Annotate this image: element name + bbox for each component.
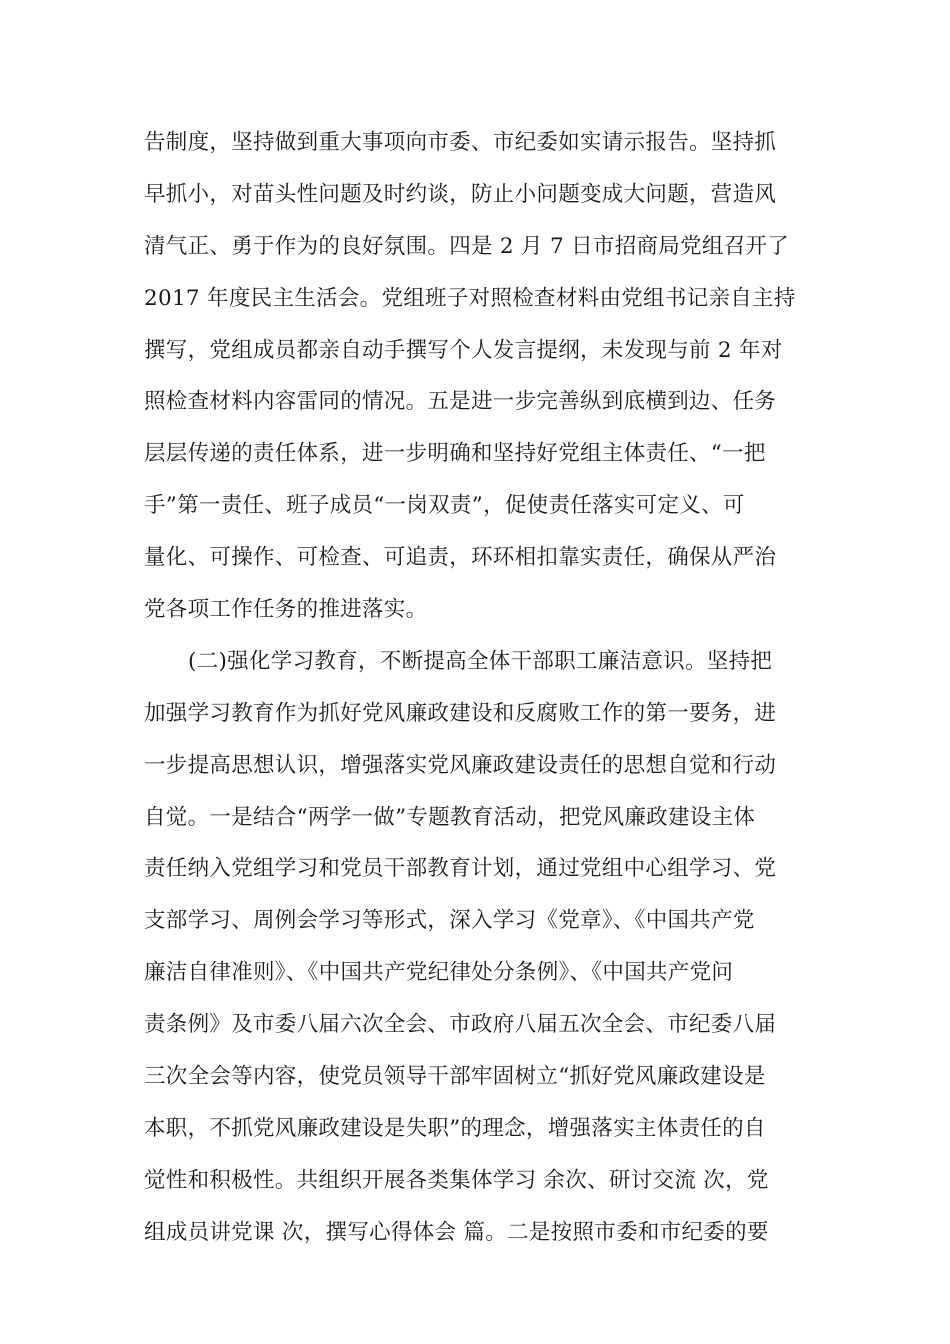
text-line: 党各项工作任务的推进落实。 <box>144 597 428 623</box>
text-line: 责任纳入党组学习和党员干部教育计划，通过党组中心组学习、党 <box>144 856 777 882</box>
section-heading-line: (二)强化学习教育，不断提高全体干部职工廉洁意识。坚持把 <box>188 648 773 674</box>
text-line: 2017 年度民主生活会。党组班子对照检查材料由党组书记亲自主持 <box>144 285 796 311</box>
text-line: 组成员讲党课 次，撰写心得体会 篇。二是按照市委和市纪委的要 <box>144 1219 769 1245</box>
text-line: 清气正、勇于作为的良好氛围。四是 2 月 7 日市招商局党组召开了 <box>144 233 790 259</box>
text-line: 层层传递的责任体系，进一步明确和坚持好党组主体责任、“一把 <box>144 441 766 467</box>
text-line: 觉性和积极性。共组织开展各类集体学习 余次、研讨交流 次，党 <box>144 1167 769 1193</box>
document-body <box>144 117 812 1259</box>
text-line: 加强学习教育作为抓好党风廉政建设和反腐败工作的第一要务，进 <box>144 700 777 726</box>
text-line: 自觉。一是结合“两学一做”专题教育活动，把党风廉政建设主体 <box>144 804 756 830</box>
text-line: 撰写，党组成员都亲自动手撰写个人发言提纲，未发现与前 2 年对 <box>144 337 783 363</box>
text-line: 量化、可操作、可检查、可追责，环环相扣靠实责任，确保从严治 <box>144 545 777 571</box>
text-line: 廉洁自律准则》、《中国共产党纪律处分条例》、《中国共产党问 <box>144 960 734 986</box>
text-line: 早抓小，对苗头性问题及时约谈，防止小问题变成大问题，营造风 <box>144 181 777 207</box>
text-line: 三次全会等内容，使党员领导干部牢固树立“抓好党风廉政建设是 <box>144 1064 766 1090</box>
text-line: 责条例》及市委八届六次全会、市政府八届五次全会、市纪委八届 <box>144 1012 777 1038</box>
text-line: 手”第一责任、班子成员“一岗双责”，促使责任落实可定义、可 <box>144 493 745 519</box>
text-line: 一步提高思想认识，增强落实党风廉政建设责任的思想自觉和行动 <box>144 752 777 778</box>
text-line: 照检查材料内容雷同的情况。五是进一步完善纵到底横到边、任务 <box>144 389 777 415</box>
text-line: 本职，不抓党风廉政建设是失职”的理念，增强落实主体责任的自 <box>144 1115 766 1141</box>
text-line: 支部学习、周例会学习等形式，深入学习《党章》、《中国共产党 <box>144 908 755 934</box>
text-line: 告制度，坚持做到重大事项向市委、市纪委如实请示报告。坚持抓 <box>144 130 777 155</box>
